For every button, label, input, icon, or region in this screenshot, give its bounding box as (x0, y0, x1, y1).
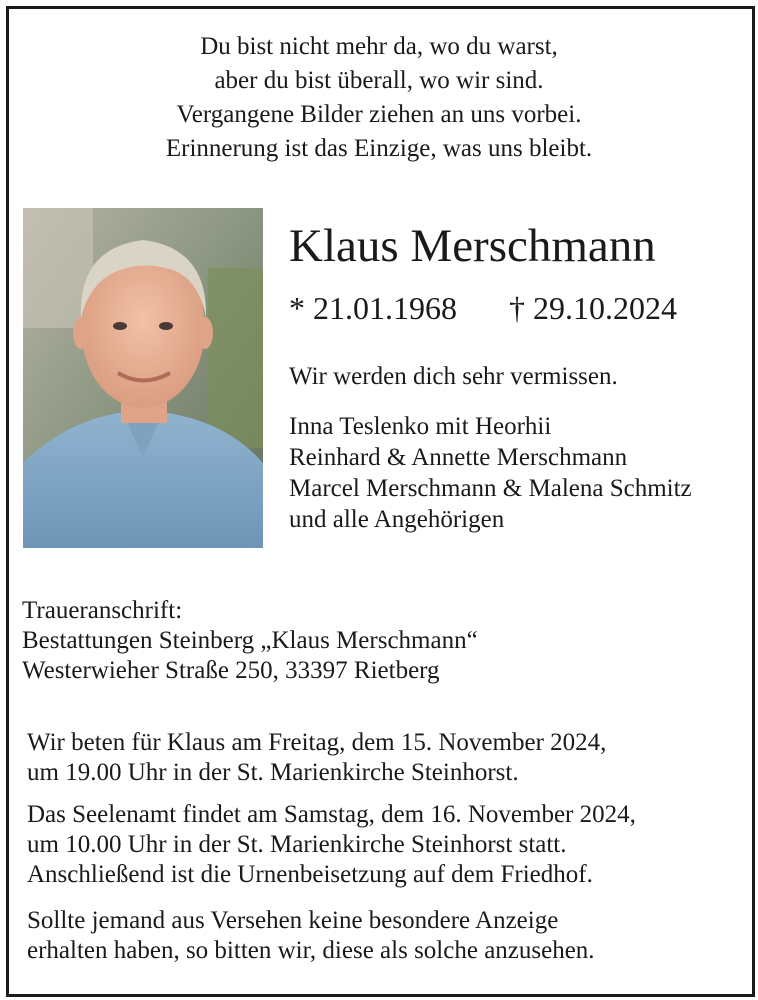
mourning-address (22, 596, 478, 686)
poem-line: aber du bist überall, wo wir sind. (214, 67, 544, 94)
family-member: und alle Angehörigen (289, 506, 505, 533)
paragraph-line: Das Seelenamt findet am Samstag, dem 16. November 2024, (27, 801, 636, 828)
paragraph-line: um 10.00 Uhr in der St. Marienkirche Steinhorst statt. (27, 831, 567, 858)
birth-date: * 21.01.1968 (289, 290, 457, 326)
farewell-message: Wir werden dich sehr vermissen. (289, 363, 618, 390)
paragraph-line: erhalten haben, so bitten wir, diese als solche anzusehen. (27, 937, 595, 964)
paragraph-line: Anschließend ist die Urnenbeisetzung auf dem Friedhof. (27, 861, 593, 888)
death-date: † 29.10.2024 (509, 290, 677, 326)
requiem-paragraph (27, 800, 636, 890)
poem-line: Vergangene Bilder ziehen an uns vorbei. (176, 101, 582, 128)
notice-paragraph (27, 906, 595, 966)
poem-line: Du bist nicht mehr da, wo du warst, (200, 33, 558, 60)
paragraph-line: Wir beten für Klaus am Freitag, dem 15. November 2024, (27, 729, 607, 756)
address-heading: Traueranschrift: (22, 597, 183, 624)
poem-line: Erinnerung ist das Einzige, was uns bleibt. (165, 135, 593, 162)
address-line: Westerwieher Straße 250, 33397 Rietberg (22, 657, 440, 684)
family-member: Marcel Merschmann & Malena Schmitz (289, 475, 692, 502)
family-list (289, 411, 692, 535)
prayer-paragraph (27, 728, 606, 788)
address-line: Bestattungen Steinberg „Klaus Merschmann“ (22, 627, 478, 654)
paragraph-line: Sollte jemand aus Versehen keine besondere Anzeige (27, 907, 559, 934)
portrait-illustration (23, 208, 263, 548)
paragraph-line: um 19.00 Uhr in der St. Marienkirche Steinhorst. (27, 759, 519, 786)
portrait-photo (23, 208, 263, 548)
memorial-poem (0, 30, 758, 166)
family-member: Reinhard & Annette Merschmann (289, 444, 628, 471)
family-member: Inna Teslenko mit Heorhii (289, 413, 552, 440)
deceased-name: Klaus Merschmann (289, 220, 656, 272)
